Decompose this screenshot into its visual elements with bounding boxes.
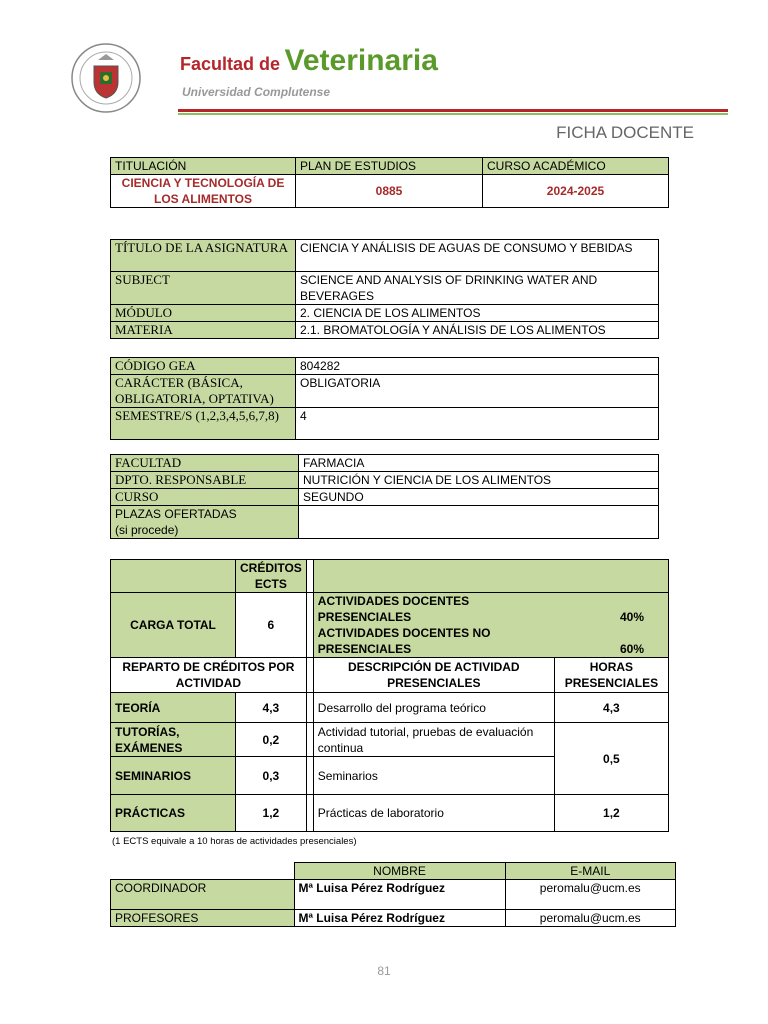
doc-title: FICHA DOCENTE xyxy=(556,123,694,142)
page-number: 81 xyxy=(377,964,391,978)
act-nopres-pct: 60% xyxy=(619,642,644,656)
staff-table xyxy=(110,862,676,927)
coordinador-name: Mª Luisa Pérez Rodríguez xyxy=(294,880,505,910)
faculty-name: Veterinaria xyxy=(284,44,438,77)
row-teoria-value: 4,3 xyxy=(236,693,307,723)
horas-header: HORAS PRESENCIALES xyxy=(554,658,668,693)
nombre-header: NOMBRE xyxy=(294,863,505,880)
ects-footnote: (1 ECTS equivale a 10 horas de actividades presenciales) xyxy=(112,836,357,847)
semestre-value: 4 xyxy=(296,408,659,440)
curso-label: CURSO xyxy=(111,489,299,506)
titulacion-header: TITULACIÓN xyxy=(111,158,296,175)
caracter-value: OBLIGATORIA xyxy=(296,375,659,408)
credits-corner xyxy=(111,560,236,593)
subject-value: SCIENCE AND ANALYSIS OF DRINKING WATER AND BEVERAGES xyxy=(296,272,659,305)
credits-top-right xyxy=(313,560,668,593)
dpto-value: NUTRICIÓN Y CIENCIA DE LOS ALIMENTOS xyxy=(299,472,659,489)
materia-value: 2.1. BROMATOLOGÍA Y ANÁLISIS DE LOS ALIMENTOS xyxy=(296,322,659,339)
plan-header: PLAN DE ESTUDIOS xyxy=(296,158,483,175)
code-table xyxy=(110,357,659,440)
coordinador-email: peromalu@ucm.es xyxy=(505,880,676,910)
row-tutorias-name: TUTORÍAS, EXÁMENES xyxy=(111,723,236,757)
profesores-email: peromalu@ucm.es xyxy=(505,910,676,927)
spacer-col xyxy=(306,757,313,795)
row-seminarios-name: SEMINARIOS xyxy=(111,757,236,795)
curso-value: SEGUNDO xyxy=(299,489,659,506)
creditos-ects-header: CRÉDITOS ECTS xyxy=(236,560,307,593)
subject-table xyxy=(110,239,659,339)
row-tutorias-hours: 0,5 xyxy=(554,723,668,795)
spacer-col xyxy=(306,723,313,757)
curso-academico-value: 2024-2025 xyxy=(483,175,669,208)
profesores-label: PROFESORES xyxy=(111,910,295,927)
plazas-label xyxy=(111,506,299,539)
row-seminarios-desc: Seminarios xyxy=(313,757,554,795)
spacer-col xyxy=(306,795,313,832)
codigo-value: 804282 xyxy=(296,358,659,375)
faculty-title xyxy=(180,44,438,78)
activities-summary xyxy=(313,593,668,658)
coordinador-label: COORDINADOR xyxy=(111,880,295,910)
header-rule-red xyxy=(178,109,728,112)
spacer-col xyxy=(306,593,313,658)
spacer-col xyxy=(306,560,313,593)
carga-total-label: CARGA TOTAL xyxy=(111,593,236,658)
reparto-header: REPARTO DE CRÉDITOS POR ACTIVIDAD xyxy=(111,658,307,693)
dpto-label: DPTO. RESPONSABLE xyxy=(111,472,299,489)
semestre-label: SEMESTRE/S (1,2,3,4,5,6,7,8) xyxy=(111,408,296,440)
titulo-value: CIENCIA Y ANÁLISIS DE AGUAS DE CONSUMO Y BEBIDAS xyxy=(296,240,659,272)
act-nopres-label: ACTIVIDADES DOCENTES NO PRESENCIALES xyxy=(317,626,491,656)
act-pres-pct: 40% xyxy=(619,610,644,624)
act-pres-label: ACTIVIDADES DOCENTES PRESENCIALES xyxy=(317,594,470,624)
materia-label: MATERIA xyxy=(111,322,296,339)
plazas-value xyxy=(299,506,659,539)
row-seminarios-value: 0,3 xyxy=(236,757,307,795)
subject-label: SUBJECT xyxy=(111,272,296,305)
facultad-value: FARMACIA xyxy=(299,455,659,472)
row-teoria-desc: Desarrollo del programa teórico xyxy=(313,693,554,723)
row-tutorias-desc: Actividad tutorial, pruebas de evaluación continua xyxy=(313,723,554,757)
row-practicas-value: 1,2 xyxy=(236,795,307,832)
header-rule-green xyxy=(178,113,728,115)
curso-academico-header: CURSO ACADÉMICO xyxy=(483,158,669,175)
credits-table xyxy=(110,559,669,832)
caracter-label: CARÁCTER (BÁSICA, OBLIGATORIA, OPTATIVA) xyxy=(111,375,296,408)
plan-value: 0885 xyxy=(296,175,483,208)
row-practicas-hours: 1,2 xyxy=(554,795,668,832)
row-practicas-name: PRÁCTICAS xyxy=(111,795,236,832)
descripcion-header: DESCRIPCIÓN DE ACTIVIDAD PRESENCIALES xyxy=(313,658,554,693)
email-header: E-MAIL xyxy=(505,863,676,880)
modulo-label: MÓDULO xyxy=(111,305,296,322)
university-name: Universidad Complutense xyxy=(182,85,331,99)
plazas-label-line2: (si procede) xyxy=(115,523,179,537)
spacer-col xyxy=(306,658,313,693)
titulo-label: TÍTULO DE LA ASIGNATURA xyxy=(111,240,296,272)
staff-corner xyxy=(111,863,295,880)
plazas-label-line1: PLAZAS OFERTADAS xyxy=(115,507,237,521)
titulacion-value: CIENCIA Y TECNOLOGÍA DE LOS ALIMENTOS xyxy=(111,175,296,208)
modulo-value: 2. CIENCIA DE LOS ALIMENTOS xyxy=(296,305,659,322)
row-teoria-hours: 4,3 xyxy=(554,693,668,723)
row-practicas-desc: Prácticas de laboratorio xyxy=(313,795,554,832)
university-seal xyxy=(70,42,142,114)
codigo-label: CÓDIGO GEA xyxy=(111,358,296,375)
profesores-name: Mª Luisa Pérez Rodríguez xyxy=(294,910,505,927)
carga-total-value: 6 xyxy=(236,593,307,658)
faculty-table xyxy=(110,454,659,539)
row-teoria-name: TEORÍA xyxy=(111,693,236,723)
degree-table xyxy=(110,157,669,208)
facultad-label: FACULTAD xyxy=(111,455,299,472)
faculty-prefix: Facultad de xyxy=(180,54,281,74)
row-tutorias-value: 0,2 xyxy=(236,723,307,757)
spacer-col xyxy=(306,693,313,723)
